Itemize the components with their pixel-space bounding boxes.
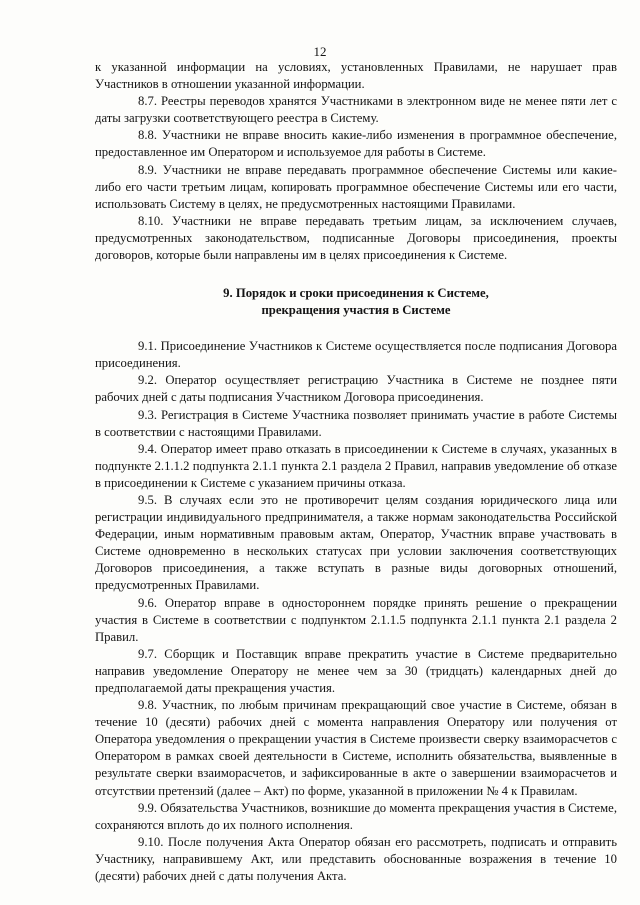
paragraph-9-4: 9.4. Оператор имеет право отказать в присоединении к Системе в случаях, указанных в подпункте 2.1.1.2 подпункта 2.1.1 пункта 2.1 раздела 2 Правил, направив уведомление об отказе в присоединении к Системе с указанием причины отказа. (95, 441, 617, 490)
paragraph-8-9: 8.9. Участники не вправе передавать программное обеспечение Системы или какие-либо его части третьим лицам, копировать программное обеспечение Системы или его части, использовать Систему в целях, не предусмотренных настоящими Правилами. (95, 162, 617, 211)
page-number: 12 (313, 44, 327, 59)
section-heading (95, 285, 617, 318)
paragraph-9-3: 9.3. Регистрация в Системе Участника позволяет принимать участие в работе Системы в соответствии с настоящими Правилами. (95, 407, 617, 439)
paragraph-9-2: 9.2. Оператор осуществляет регистрацию Участника в Системе не позднее пяти рабочих дней с даты подписания Участником Договора присоединения. (95, 373, 617, 405)
page-body (95, 59, 617, 885)
paragraph-9-9: 9.9. Обязательства Участников, возникшие до момента прекращения участия в Системе, сохраняются вплоть до их полного исполнения. (95, 800, 617, 832)
paragraph-continuation: к указанной информации на условиях, установленных Правилами, не нарушает прав Участников в отношении указанной информации. (95, 60, 617, 92)
paragraph-9-10: 9.10. После получения Акта Оператор обязан его рассмотреть, подписать и отправить Участнику, направившему Акт, или представить обоснованные возражения в течение 10 (десяти) рабочих дней с даты получения Акта. (95, 834, 617, 884)
paragraph-8-7: 8.7. Реестры переводов хранятся Участниками в электронном виде не менее пяти лет с даты загрузки соответствующего реестра в Систему. (95, 94, 617, 126)
section-heading-line-1: 9. Порядок и сроки присоединения к Системе, (223, 286, 489, 301)
paragraph-9-8: 9.8. Участник, по любым причинам прекращающий свое участие в Системе, обязан в течение 10 (десяти) рабочих дней с момента направления Оператору или получения от Оператора уведомления о прекращении участия в Системе произвести сверку взаиморасчетов с Оператором в рамках своей деятельности в Системе, исполнить обязательства, выявленные в результате сверки взаиморасчетов, и зафиксированные в акте о завершении взаиморасчетов и отсутствии претензий (далее – Акт) по форме, указанной в приложении № 4 к Правилам. (95, 698, 617, 798)
section-heading-line-2: прекращения участия в Системе (261, 302, 451, 317)
paragraph-8-10: 8.10. Участники не вправе передавать третьим лицам, за исключением случаев, предусмотренных законодательством, подписанные Договоры присоединения, проекты договоров, которые были направлены им в целях присоединения к Системе. (95, 213, 617, 263)
paragraph-9-5: 9.5. В случаях если это не противоречит целям создания юридического лица или регистрации индивидуального предпринимателя, а также нормам законодательства Российской Федерации, иным нормативным правовым актам, Оператор, Участник вправе участвовать в Системе одновременно в нескольких статусах при условии заключения соответствующих Договоров присоединения, а также вступать в разные виды договорных отношений, предусмотренных Правилами. (95, 492, 617, 593)
paragraph-9-6: 9.6. Оператор вправе в одностороннем порядке принять решение о прекращении участия в Системе в соответствии с подпунктом 2.1.1.5 подпункта 2.1.1 пункта 2.1 раздела 2 Правил. (95, 595, 617, 644)
paragraph-9-1: 9.1. Присоединение Участников к Системе осуществляется после подписания Договора присоединения. (95, 339, 617, 371)
paragraph-9-7: 9.7. Сборщик и Поставщик вправе прекратить участие в Системе предварительно направив уведомление Оператору не менее чем за 30 (тридцать) календарных дней до предполагаемой даты прекращения участия. (95, 646, 617, 695)
paragraph-8-8: 8.8. Участники не вправе вносить какие-либо изменения в программное обеспечение, предоставленное им Оператором и используемое для работы в Системе. (95, 128, 617, 160)
